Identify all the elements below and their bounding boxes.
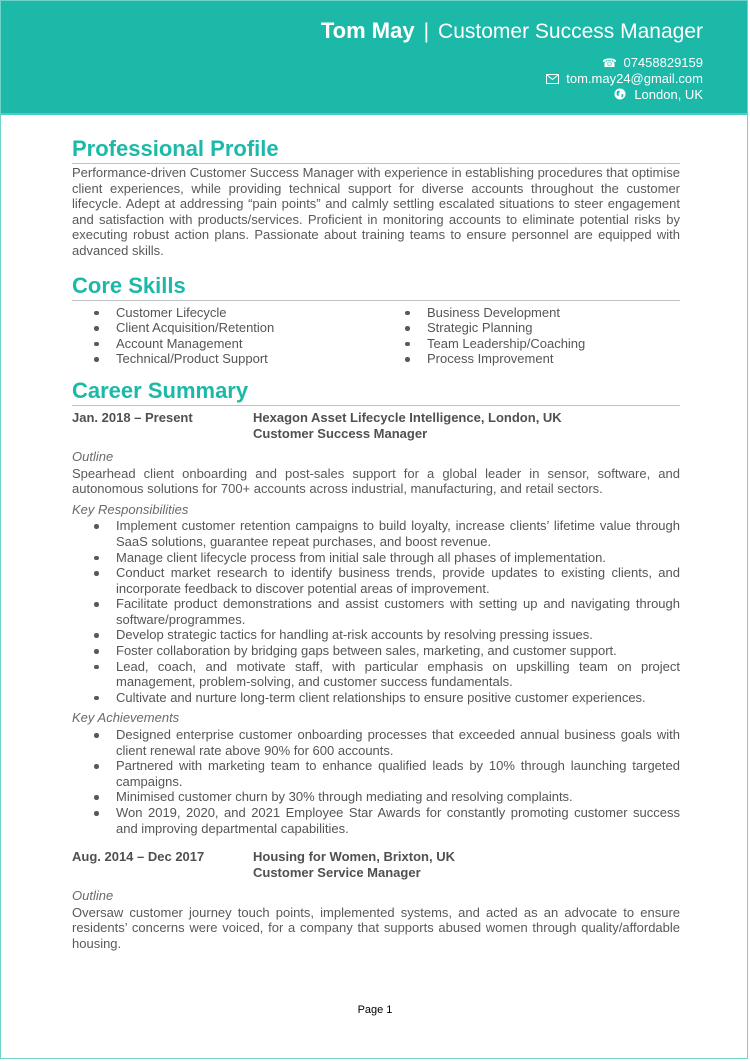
- section-heading-skills: Core Skills: [72, 273, 680, 301]
- contact-location: [612, 87, 703, 102]
- candidate-name: Tom May: [320, 18, 415, 43]
- job-title: Customer Service Manager: [253, 865, 421, 881]
- candidate-role: Customer Success Manager: [438, 20, 703, 43]
- job-company-block: [253, 849, 455, 881]
- job-title: Customer Success Manager: [253, 425, 428, 441]
- professional-profile-section: [72, 136, 680, 259]
- job-header: [72, 849, 680, 881]
- job-dates: Aug. 2014 – Dec 2017: [72, 849, 205, 865]
- list-item: Facilitate product demonstrations and assist customers with setting up and navigating through software/programmes.: [72, 596, 680, 627]
- core-skills-section: [72, 273, 680, 367]
- achievements-label: Key Achievements: [72, 710, 180, 726]
- email-address[interactable]: tom.may24@gmail.com: [566, 71, 703, 86]
- job-header: [72, 410, 680, 442]
- list-item: Cultivate and nurture long-term client relationships to ensure positive customer experiences.: [72, 690, 680, 706]
- phone-icon: ☎: [601, 56, 617, 70]
- job-company-block: [253, 410, 562, 442]
- job-entry: [72, 410, 680, 836]
- list-item: Develop strategic tactics for handling at-risk accounts by resolving pressing issues.: [72, 627, 680, 643]
- skills-left-list: [72, 305, 383, 367]
- skill-item: Business Development: [383, 305, 585, 321]
- name-title-line: [321, 18, 703, 44]
- contact-email: [544, 71, 703, 86]
- skill-item: Customer Lifecycle: [72, 305, 383, 321]
- list-item: Foster collaboration by bridging gaps between sales, marketing, and customer support.: [72, 643, 680, 659]
- globe-icon: [612, 88, 628, 102]
- job-outline: Oversaw customer journey touch points, implemented systems, and acted as an advocate to ensure residents’ concerns were voiced, for a company that supports abused women through quality/affordable housing.: [72, 904, 680, 951]
- skill-item: Team Leadership/Coaching: [383, 336, 585, 352]
- list-item: Minimised customer churn by 30% through mediating and resolving complaints.: [72, 789, 680, 805]
- page-number: Page 1: [357, 1004, 393, 1016]
- skill-item: Strategic Planning: [383, 320, 585, 336]
- resume-content: [72, 136, 680, 952]
- list-item: Partnered with marketing team to enhance qualified leads by 10% through launching targeted campaigns.: [72, 758, 680, 789]
- job-company: Housing for Women, Brixton, UK: [253, 849, 455, 865]
- profile-text: Performance-driven Customer Success Manager with experience in establishing procedures that optimise client experiences, while providing technical support for diverse accounts throughout the customer lifecycle. Adept at addressing “pain points” and calmly settling escalated situations to steer engagement and satisfaction with products/services. Proficient in monitoring accounts to eliminate potential risks by executing robust action plans. Passionate about training teams to ensure personnel are equipped with advanced skills.: [72, 165, 680, 258]
- skill-item: Technical/Product Support: [72, 351, 383, 367]
- location-text: London, UK: [634, 87, 703, 102]
- skill-item: Process Improvement: [383, 351, 585, 367]
- job-outline: Spearhead client onboarding and post-sales support for a global leader in sensor, software, and autonomous solutions for 700+ accounts across industrial, manufacturing, and retail sectors.: [72, 465, 680, 497]
- job-dates: Jan. 2018 – Present: [72, 409, 193, 425]
- list-item: Lead, coach, and motivate staff, with particular emphasis on upskilling team on project management, problem-solving, and customer success fundamentals.: [72, 659, 680, 690]
- title-separator: |: [423, 20, 430, 43]
- job-entry: [72, 849, 680, 951]
- list-item: Designed enterprise customer onboarding processes that exceeded annual business goals with client renewal rate above 90% for 600 accounts.: [72, 727, 680, 758]
- envelope-icon: [544, 72, 560, 86]
- skill-item: Account Management: [72, 336, 383, 352]
- header-banner: [1, 1, 747, 115]
- career-summary-section: [72, 378, 680, 952]
- list-item: Conduct market research to identify business trends, provide updates to existing clients, and incorporate feedback to discover potential areas of improvement.: [72, 565, 680, 596]
- responsibilities-list: [72, 518, 680, 705]
- outline-label: Outline: [72, 448, 114, 464]
- phone-number[interactable]: 07458829159: [623, 55, 703, 70]
- outline-label: Outline: [72, 888, 114, 904]
- skill-item: Client Acquisition/Retention: [72, 320, 383, 336]
- section-heading-profile: Professional Profile: [72, 136, 680, 164]
- section-heading-career: Career Summary: [72, 378, 680, 406]
- skills-columns: [72, 305, 680, 367]
- responsibilities-label: Key Responsibilities: [72, 501, 189, 517]
- skills-right-list: [383, 305, 585, 367]
- list-item: Implement customer retention campaigns to build loyalty, increase clients’ lifetime value through SaaS solutions, guarantee repeat purchases, and boost revenue.: [72, 518, 680, 549]
- list-item: Won 2019, 2020, and 2021 Employee Star Awards for constantly promoting customer success and improving departmental capabilities.: [72, 805, 680, 836]
- contact-phone: [601, 55, 703, 70]
- list-item: Manage client lifecycle process from initial sale through all phases of implementation.: [72, 550, 680, 566]
- job-company: Hexagon Asset Lifecycle Intelligence, London, UK: [253, 409, 562, 425]
- achievements-list: [72, 727, 680, 836]
